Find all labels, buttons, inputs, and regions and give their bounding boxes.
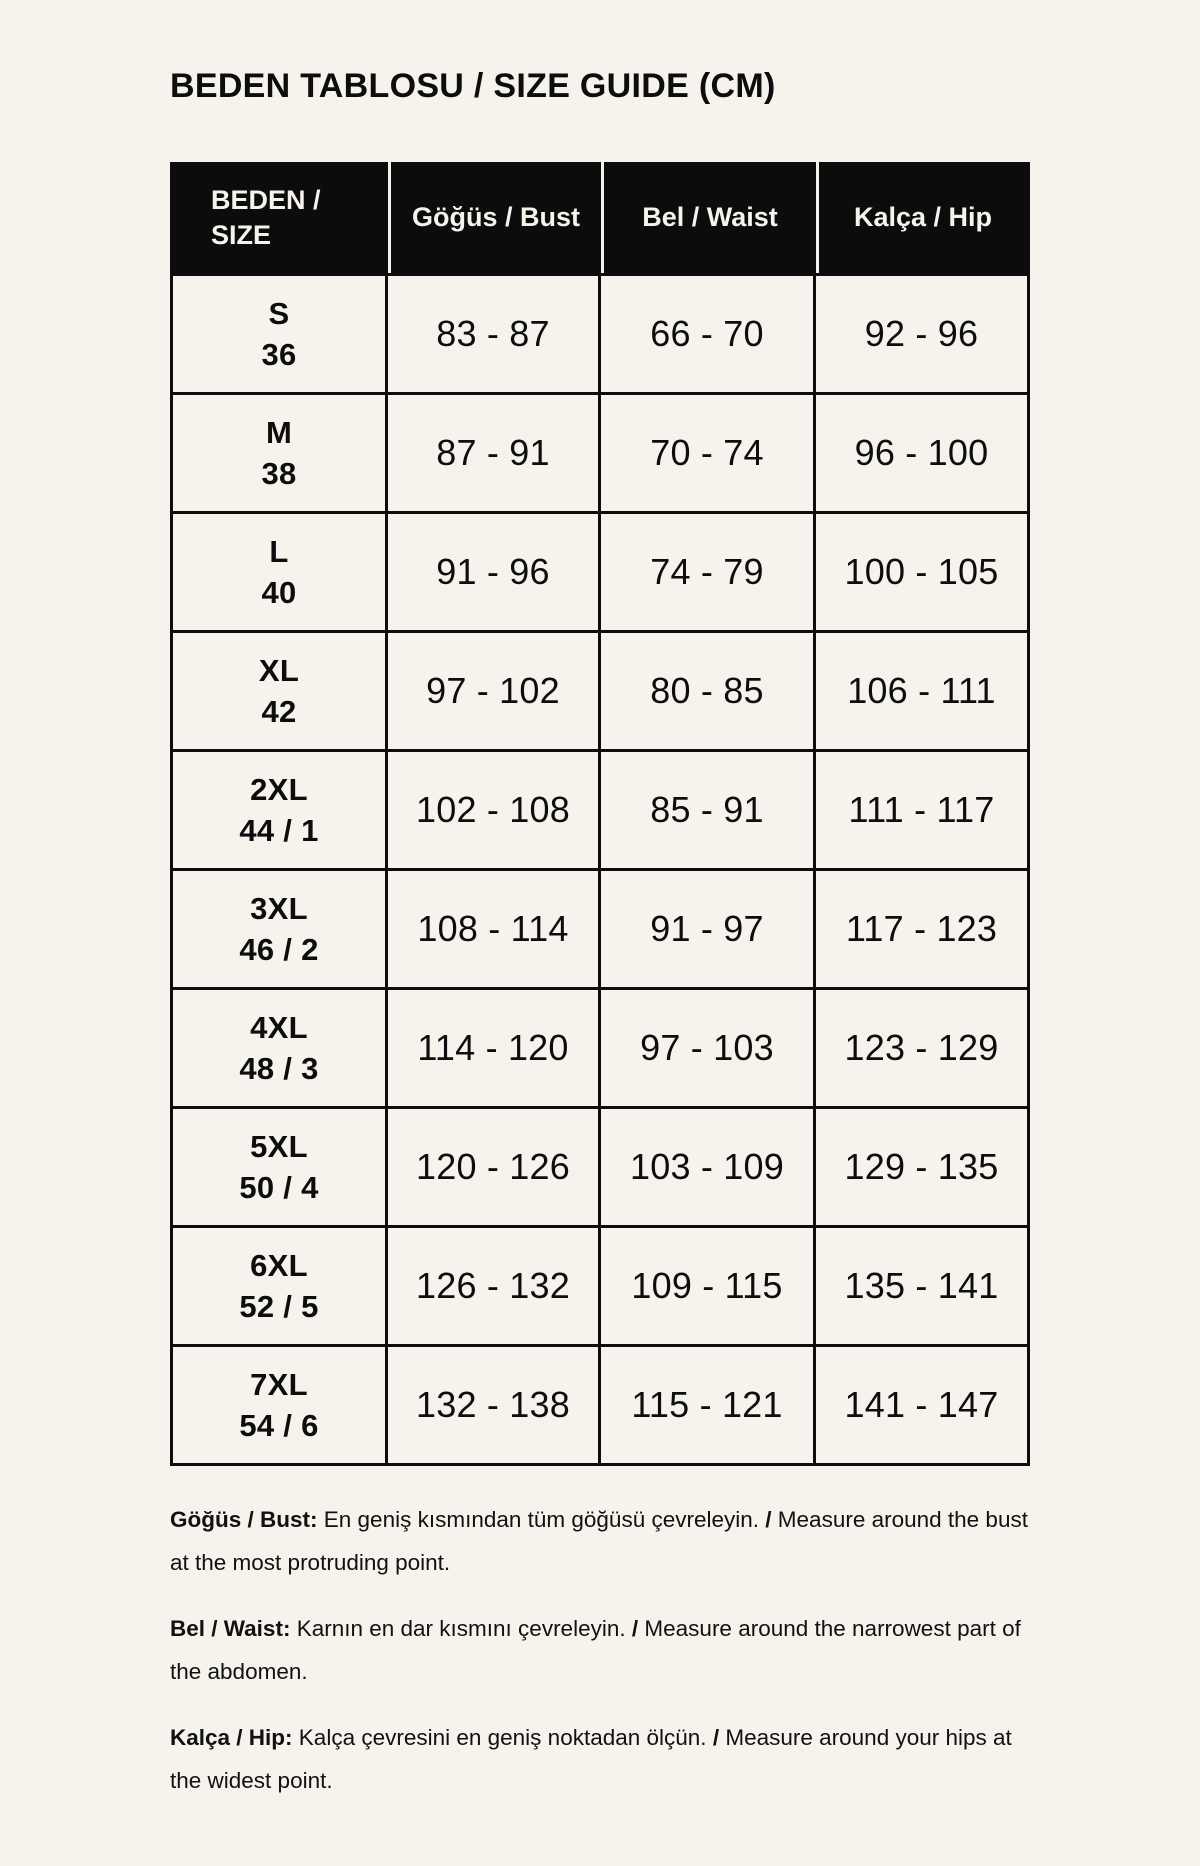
note-bust — [170, 1498, 1038, 1584]
table-row-l — [170, 514, 1030, 633]
size-cell — [170, 752, 388, 871]
table-row-m — [170, 395, 1030, 514]
note-hip-text-en: Measure around your hips at the widest point. — [170, 1725, 1012, 1793]
size-label: L — [269, 534, 289, 569]
note-bust-text-en: Measure around the bust at the most protruding point. — [170, 1507, 1028, 1575]
size-label: 6XL — [250, 1248, 308, 1283]
bust-cell: 132 - 138 — [388, 1347, 601, 1466]
size-cell — [170, 871, 388, 990]
waist-cell: 115 - 121 — [601, 1347, 816, 1466]
size-cell — [170, 633, 388, 752]
hip-cell: 106 - 111 — [816, 633, 1030, 752]
waist-cell: 109 - 115 — [601, 1228, 816, 1347]
note-hip-separator: / — [712, 1725, 720, 1750]
bust-cell: 102 - 108 — [388, 752, 601, 871]
note-waist-text-tr: Karnın en dar kısmını çevreleyin. — [296, 1616, 626, 1641]
size-code: 54 / 6 — [239, 1408, 319, 1443]
measurement-notes — [170, 1498, 1038, 1802]
bust-cell: 83 - 87 — [388, 273, 601, 395]
size-cell — [170, 514, 388, 633]
size-code: 48 / 3 — [239, 1051, 319, 1086]
bust-cell: 91 - 96 — [388, 514, 601, 633]
size-cell — [170, 395, 388, 514]
size-cell — [170, 1347, 388, 1466]
note-hip — [170, 1716, 1038, 1802]
hip-cell: 123 - 129 — [816, 990, 1030, 1109]
col-header-size — [170, 162, 388, 273]
size-code: 36 — [261, 337, 297, 372]
note-waist — [170, 1607, 1038, 1693]
table-row-7xl — [170, 1347, 1030, 1466]
waist-cell: 74 - 79 — [601, 514, 816, 633]
size-table-header — [170, 162, 1030, 273]
note-bust-label: Göğüs / Bust: — [170, 1507, 318, 1532]
bust-cell: 87 - 91 — [388, 395, 601, 514]
hip-cell: 129 - 135 — [816, 1109, 1030, 1228]
size-table-body — [170, 273, 1030, 1466]
bust-cell: 114 - 120 — [388, 990, 601, 1109]
size-code: 42 — [261, 694, 297, 729]
note-waist-text-en: Measure around the narrowest part of the abdomen. — [170, 1616, 1021, 1684]
note-bust-separator: / — [765, 1507, 772, 1532]
size-code: 50 / 4 — [239, 1170, 319, 1205]
table-row-6xl — [170, 1228, 1030, 1347]
col-header-bust: Göğüs / Bust — [388, 162, 601, 273]
page-title: BEDEN TABLOSU / SIZE GUIDE (CM) — [170, 67, 776, 105]
size-table — [170, 162, 1030, 1466]
hip-cell: 92 - 96 — [816, 273, 1030, 395]
header-row — [170, 162, 1030, 273]
note-bust-text-tr: En geniş kısmından tüm göğüsü çevreleyin. — [323, 1507, 759, 1532]
col-header-size-line2: SIZE — [211, 219, 272, 250]
waist-cell: 103 - 109 — [601, 1109, 816, 1228]
bust-cell: 97 - 102 — [388, 633, 601, 752]
size-label: 3XL — [250, 891, 308, 926]
size-cell — [170, 1109, 388, 1228]
hip-cell: 141 - 147 — [816, 1347, 1030, 1466]
note-hip-text-tr: Kalça çevresini en geniş noktadan ölçün. — [298, 1725, 707, 1750]
hip-cell: 135 - 141 — [816, 1228, 1030, 1347]
size-label: XL — [258, 653, 300, 688]
table-row-4xl — [170, 990, 1030, 1109]
table-row-s — [170, 273, 1030, 395]
note-hip-label: Kalça / Hip: — [170, 1725, 293, 1750]
hip-cell: 117 - 123 — [816, 871, 1030, 990]
note-waist-label: Bel / Waist: — [170, 1616, 291, 1641]
size-label: 2XL — [250, 772, 308, 807]
size-label: S — [268, 296, 290, 331]
waist-cell: 97 - 103 — [601, 990, 816, 1109]
hip-cell: 96 - 100 — [816, 395, 1030, 514]
bust-cell: 120 - 126 — [388, 1109, 601, 1228]
size-label: 7XL — [250, 1367, 308, 1402]
bust-cell: 108 - 114 — [388, 871, 601, 990]
waist-cell: 91 - 97 — [601, 871, 816, 990]
hip-cell: 111 - 117 — [816, 752, 1030, 871]
waist-cell: 66 - 70 — [601, 273, 816, 395]
hip-cell: 100 - 105 — [816, 514, 1030, 633]
note-waist-separator: / — [631, 1616, 639, 1641]
waist-cell: 70 - 74 — [601, 395, 816, 514]
size-cell — [170, 1228, 388, 1347]
bust-cell: 126 - 132 — [388, 1228, 601, 1347]
waist-cell: 80 - 85 — [601, 633, 816, 752]
col-header-size-line1: BEDEN / — [211, 184, 321, 215]
size-code: 46 / 2 — [239, 932, 319, 967]
size-label: M — [265, 415, 293, 450]
size-guide-page — [0, 66, 1200, 1802]
size-label: 4XL — [250, 1010, 308, 1045]
table-row-2xl — [170, 752, 1030, 871]
size-cell — [170, 273, 388, 395]
size-label: 5XL — [250, 1129, 308, 1164]
col-header-hip: Kalça / Hip — [816, 162, 1030, 273]
table-row-3xl — [170, 871, 1030, 990]
size-code: 52 / 5 — [239, 1289, 319, 1324]
waist-cell: 85 - 91 — [601, 752, 816, 871]
table-row-xl — [170, 633, 1030, 752]
table-row-5xl — [170, 1109, 1030, 1228]
size-code: 40 — [261, 575, 297, 610]
size-code: 38 — [261, 456, 297, 491]
col-header-waist: Bel / Waist — [601, 162, 816, 273]
size-cell — [170, 990, 388, 1109]
size-code: 44 / 1 — [239, 813, 319, 848]
